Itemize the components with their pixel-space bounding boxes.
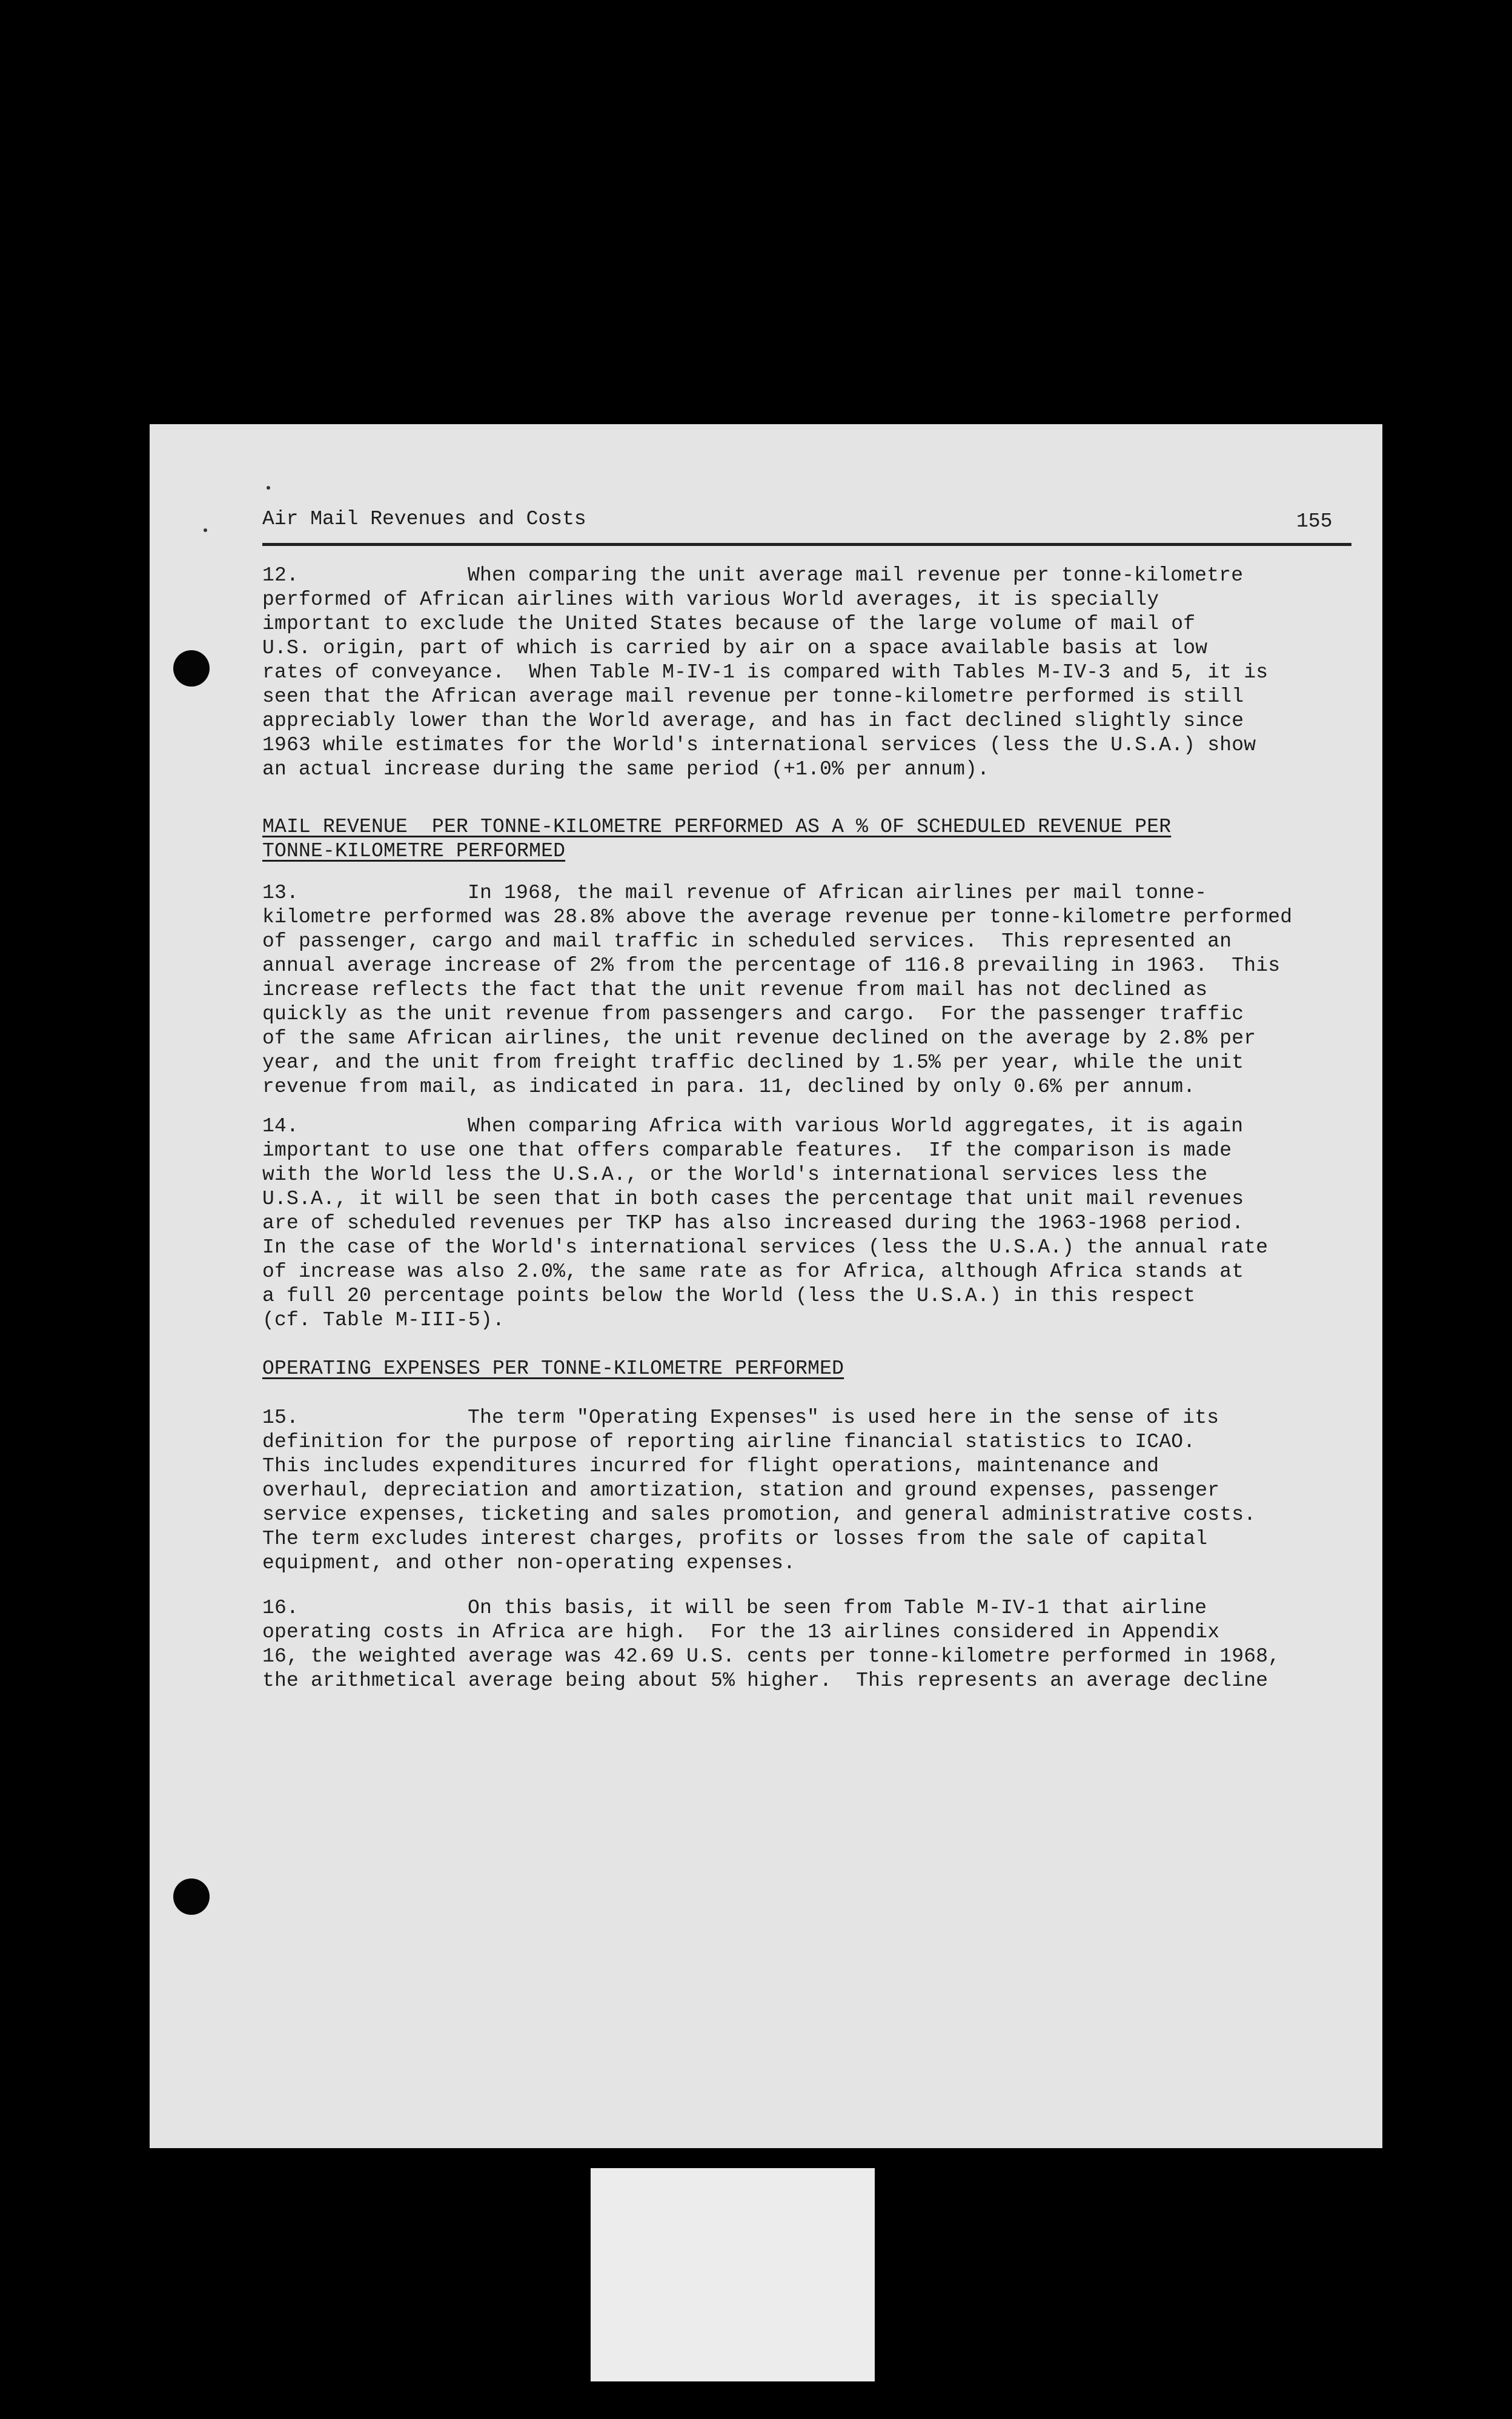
- paragraph-number: 14.: [262, 1115, 299, 1137]
- line-text: The term "Operating Expenses" is used here in the sense of its: [468, 1406, 1219, 1429]
- text-line: performed of African airlines with various World averages, it is specially: [262, 588, 1159, 611]
- text-line: MAIL REVENUE PER TONNE-KILOMETRE PERFORMED AS A % OF SCHEDULED REVENUE PER: [262, 816, 1172, 838]
- text-line: the arithmetical average being about 5% higher. This represents an average decline: [262, 1669, 1268, 1692]
- text-line: This includes expenditures incurred for flight operations, maintenance and: [262, 1455, 1159, 1477]
- text-line: year, and the unit from freight traffic declined by 1.5% per year, while the unit: [262, 1051, 1244, 1074]
- text-line: definition for the purpose of reporting airline financial statistics to ICAO.: [262, 1431, 1196, 1453]
- section-heading: [262, 1357, 844, 1381]
- text-line: 16, the weighted average was 42.69 U.S. cents per tonne-kilometre performed in 1968,: [262, 1645, 1281, 1668]
- text-line: important to use one that offers comparable features. If the comparison is made: [262, 1139, 1232, 1162]
- text-line: OPERATING EXPENSES PER TONNE-KILOMETRE PERFORMED: [262, 1357, 844, 1380]
- line-text: When comparing the unit average mail revenue per tonne-kilometre: [468, 564, 1244, 587]
- text-line: important to exclude the United States because of the large volume of mail of: [262, 613, 1196, 635]
- running-header-title: Air Mail Revenues and Costs: [262, 508, 586, 530]
- text-line: [262, 564, 1268, 588]
- speck: [204, 528, 207, 532]
- paragraph-13: [262, 881, 1292, 1099]
- text-line: service expenses, ticketing and sales promotion, and general administrative costs.: [262, 1503, 1256, 1526]
- text-line: quickly as the unit revenue from passengers and cargo. For the passenger traffic: [262, 1003, 1244, 1025]
- line-text: When comparing Africa with various World aggregates, it is again: [468, 1115, 1244, 1137]
- text-line: are of scheduled revenues per TKP has also increased during the 1963-1968 period.: [262, 1212, 1244, 1234]
- paragraph-15: [262, 1406, 1256, 1576]
- text-line: increase reflects the fact that the unit revenue from mail has not declined as: [262, 979, 1208, 1001]
- text-line: equipment, and other non-operating expenses.: [262, 1552, 796, 1574]
- punch-hole: [173, 1878, 210, 1915]
- text-line: 1963 while estimates for the World's international services (less the U.S.A.) show: [262, 734, 1256, 756]
- paragraph-number: 15.: [262, 1406, 299, 1429]
- text-line: a full 20 percentage points below the World (less the U.S.A.) in this respect: [262, 1285, 1196, 1307]
- text-line: TONNE-KILOMETRE PERFORMED: [262, 840, 566, 862]
- text-line: overhaul, depreciation and amortization, station and ground expenses, passenger: [262, 1479, 1220, 1502]
- speck: [267, 486, 270, 490]
- paragraph-12: [262, 564, 1268, 782]
- header-rule: [262, 543, 1351, 546]
- text-line: kilometre performed was 28.8% above the average revenue per tonne-kilometre performed: [262, 906, 1293, 928]
- text-line: The term excludes interest charges, profits or losses from the sale of capital: [262, 1528, 1208, 1550]
- text-line: an actual increase during the same period (+1.0% per annum).: [262, 758, 990, 780]
- text-line: with the World less the U.S.A., or the World's international services less the: [262, 1163, 1208, 1186]
- text-line: appreciably lower than the World average, and has in fact declined slightly since: [262, 710, 1244, 732]
- text-line: seen that the African average mail revenue per tonne-kilometre performed is still: [262, 685, 1244, 708]
- paragraph-number: 13.: [262, 882, 299, 904]
- text-line: In the case of the World's international services (less the U.S.A.) the annual rate: [262, 1236, 1268, 1259]
- text-line: U.S. origin, part of which is carried by air on a space available basis at low: [262, 637, 1208, 659]
- line-text: In 1968, the mail revenue of African airlines per mail tonne-: [468, 882, 1207, 904]
- text-line: U.S.A., it will be seen that in both cases the percentage that unit mail revenues: [262, 1188, 1244, 1210]
- paragraph-16: [262, 1596, 1280, 1693]
- section-heading: [262, 815, 1171, 863]
- text-line: of increase was also 2.0%, the same rate as for Africa, although Africa stands at: [262, 1260, 1244, 1283]
- paragraph-14: [262, 1114, 1268, 1333]
- punch-hole: [173, 650, 210, 687]
- text-line: rates of conveyance. When Table M-IV-1 is compared with Tables M-IV-3 and 5, it is: [262, 661, 1268, 684]
- text-line: (cf. Table M-III-5).: [262, 1309, 505, 1331]
- text-line: [262, 1596, 1280, 1620]
- text-line: of the same African airlines, the unit revenue declined on the average by 2.8% per: [262, 1027, 1256, 1050]
- text-line: revenue from mail, as indicated in para. 11, declined by only 0.6% per annum.: [262, 1076, 1196, 1098]
- text-line: [262, 881, 1292, 905]
- text-line: annual average increase of 2% from the percentage of 116.8 prevailing in 1963. This: [262, 954, 1281, 977]
- text-line: of passenger, cargo and mail traffic in scheduled services. This represented an: [262, 930, 1232, 953]
- line-text: On this basis, it will be seen from Table M-IV-1 that airline: [468, 1597, 1207, 1619]
- text-line: [262, 1406, 1256, 1430]
- text-line: [262, 1114, 1268, 1139]
- paragraph-number: 12.: [262, 564, 299, 587]
- target-card: [591, 2168, 875, 2381]
- text-line: operating costs in Africa are high. For the 13 airlines considered in Appendix: [262, 1621, 1220, 1643]
- paragraph-number: 16.: [262, 1597, 299, 1619]
- page-number: 155: [1296, 510, 1333, 533]
